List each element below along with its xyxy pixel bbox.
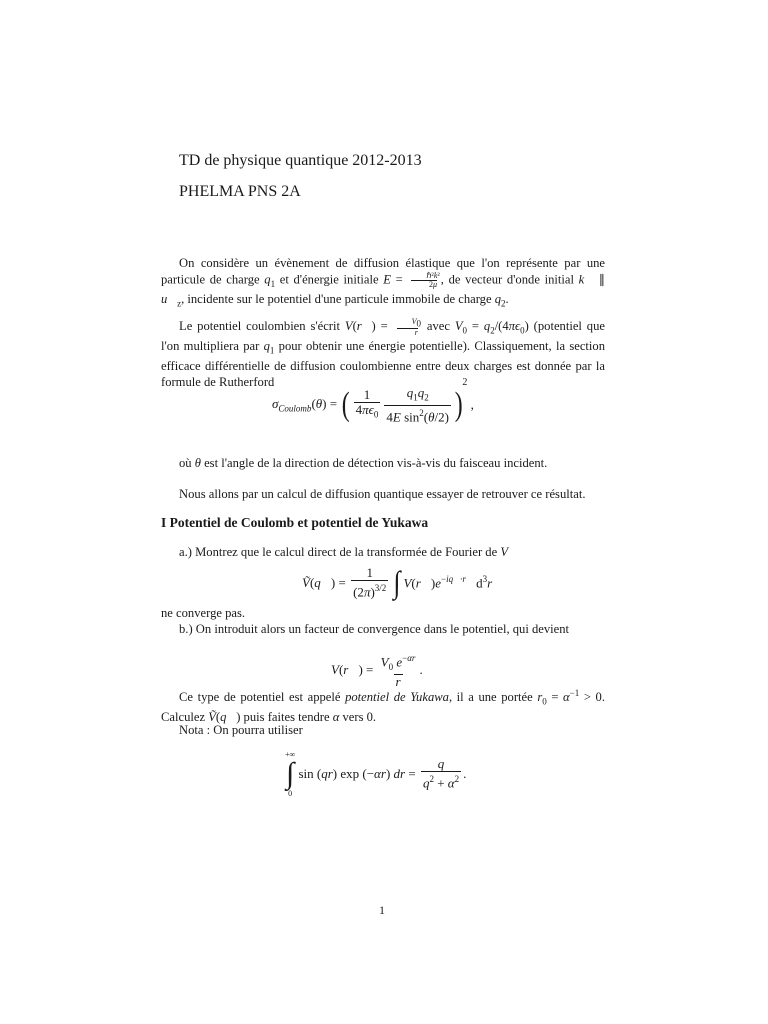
document-title: TD de physique quantique 2012-2013 <box>179 152 422 169</box>
integral-formula: +∞ ∫ 0 sin (qr) exp (−αr) dr = $\frac{q}{q^2 + \alpha^2}$ . <box>285 750 467 798</box>
question-b-continued: Ce type de potentiel est appelé potentiel de Yukawa, il a une portée $r_0 = \alpha^{-1} > 0$. Calculez Ṽ(q⃗) puis faites tendre α vers 0. <box>161 688 605 725</box>
document-subtitle: PHELMA PNS 2A <box>179 183 301 200</box>
intro-paragraph-2: Le potentiel coulombien s'écrit V(r⃗) = $\frac{V_0}{r}$ avec $V_0 = q_2/(4\pi\epsilon_0)$ (potentiel que l'on multipliera par $q_1$ pour obtenir une énergie potentielle). Classiquement, la section efficace différentielle de diffusion coulombienne entre deux charges est donnée par la formule de Rutherford <box>161 317 606 389</box>
section-title: I Potentiel de Coulomb et potentiel de Yukawa <box>161 515 429 530</box>
rutherford-formula: $\sigma_{Coulomb}(\theta)$ = ( $\frac{1}{4\pi\epsilon_0}$ $\frac{q_1q_2}{4E \sin^2(\theta/2)}$ ) 2 , <box>272 377 474 424</box>
question-b: b.) On introduit alors un facteur de convergence dans le potentiel, qui devient <box>179 622 570 636</box>
question-a-conclusion: ne converge pas. <box>161 606 246 620</box>
fourier-transform-formula: Ṽ(q⃗) = $\frac{1}{(2\pi)^{3/2}}$ ∫ $V(r⃗)e^{-iq⃗\cdot r⃗}$ $d^3r⃗$ <box>302 564 503 600</box>
question-a: a.) Montrez que le calcul direct de la transformée de Fourier de V <box>179 545 509 559</box>
intro-paragraph-3: où θ est l'angle de la direction de détection vis-à-vis du faisceau incident. <box>179 456 548 470</box>
yukawa-formula: V(r⃗) = $\frac{V_0 e^{-\alpha r}}{r}$ . <box>331 653 423 689</box>
intro-paragraph-1: On considère un évènement de diffusion élastique que l'on représente par une particule de charge $q_1$ et d'énergie initiale E = $\frac{\text{ℏ²k²}}{2\mu}$ , de vecteur d'onde initial k⃗ ∥ $u⃗_z$, incidente sur le potentiel d'une particule immobile de charge $q_2$. <box>161 256 605 309</box>
intro-paragraph-4: Nous allons par un calcul de diffusion quantique essayer de retrouver ce résultat. <box>179 487 586 501</box>
nota: Nota : On pourra utiliser <box>179 723 303 737</box>
page-number: 1 <box>379 903 385 917</box>
